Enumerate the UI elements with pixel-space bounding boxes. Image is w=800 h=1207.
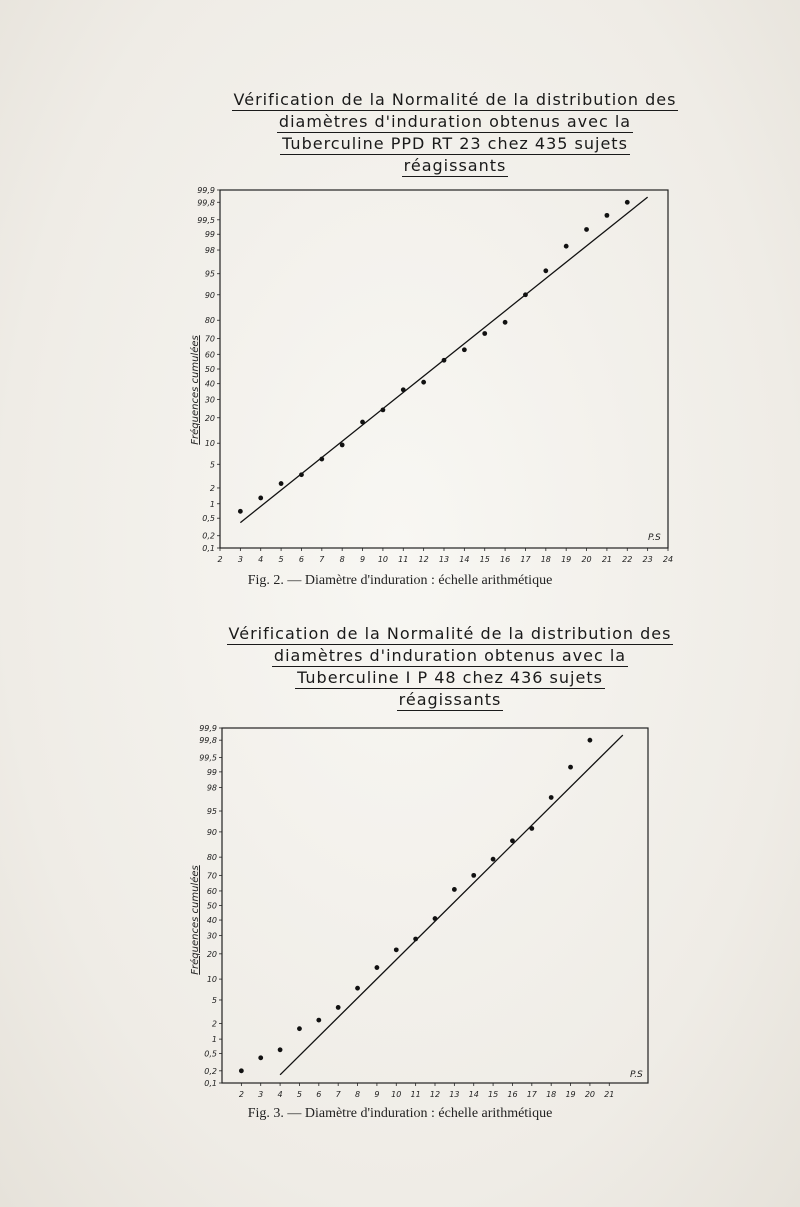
x-tick-label: 16 bbox=[499, 555, 511, 564]
y-tick-label: 70 bbox=[206, 871, 217, 881]
data-point bbox=[258, 1055, 263, 1060]
y-tick-label: 99,5 bbox=[197, 215, 215, 225]
y-tick-label: 80 bbox=[206, 853, 217, 863]
x-tick-label: 3 bbox=[237, 555, 243, 564]
x-tick-label: 9 bbox=[374, 1090, 380, 1099]
y-tick-label: 99 bbox=[206, 767, 217, 777]
data-point bbox=[375, 965, 380, 970]
data-point bbox=[529, 826, 534, 831]
figure-3-title-line-1: Vérification de la Normalité de la distribution des bbox=[228, 624, 672, 643]
data-point bbox=[471, 873, 476, 878]
y-tick-label: 0,2 bbox=[202, 531, 215, 541]
y-tick-label: 5 bbox=[209, 460, 215, 470]
y-tick-label: 0,2 bbox=[204, 1066, 217, 1076]
y-tick-label: 2 bbox=[211, 1019, 217, 1029]
data-point bbox=[355, 986, 360, 991]
y-tick-label: 95 bbox=[204, 269, 215, 279]
data-point bbox=[336, 1005, 341, 1010]
data-point bbox=[278, 1047, 283, 1052]
x-tick-label: 17 bbox=[526, 1090, 537, 1099]
y-tick-label: 0,5 bbox=[202, 514, 215, 524]
x-tick-label: 18 bbox=[546, 1090, 557, 1099]
y-tick-label: 90 bbox=[206, 827, 217, 837]
x-tick-label: 12 bbox=[429, 1090, 441, 1099]
x-tick-label: 15 bbox=[479, 555, 490, 564]
y-tick-label: 20 bbox=[204, 413, 215, 423]
y-tick-label: 50 bbox=[206, 901, 217, 911]
y-tick-label: 0,1 bbox=[204, 1079, 217, 1088]
y-tick-label: 99,8 bbox=[197, 198, 215, 208]
x-tick-label: 5 bbox=[296, 1090, 303, 1099]
y-tick-label: 99,8 bbox=[199, 736, 217, 746]
x-tick-label: 2 bbox=[217, 555, 223, 564]
figure-2-title-line-4: réagissants bbox=[403, 156, 507, 175]
plot-frame bbox=[222, 728, 648, 1083]
x-tick-label: 2 bbox=[238, 1090, 244, 1099]
x-tick-label: 16 bbox=[507, 1090, 518, 1099]
data-point bbox=[568, 765, 573, 770]
y-tick-label: 90 bbox=[204, 290, 215, 300]
figure-2-title-line-3: Tuberculine PPD RT 23 chez 435 sujets bbox=[282, 134, 628, 153]
y-tick-label: 1 bbox=[211, 1035, 217, 1045]
x-tick-label: 7 bbox=[335, 1090, 341, 1099]
data-point bbox=[588, 738, 593, 743]
data-point bbox=[316, 1018, 321, 1023]
x-tick-label: 13 bbox=[449, 1090, 460, 1099]
x-tick-label: 21 bbox=[601, 555, 613, 564]
y-tick-label: 30 bbox=[206, 931, 217, 941]
y-axis-label: Fréquences cumulées bbox=[190, 335, 201, 445]
x-tick-label: 20 bbox=[581, 555, 592, 564]
x-tick-label: 10 bbox=[391, 1090, 402, 1099]
y-tick-label: 2 bbox=[209, 483, 215, 493]
x-tick-label: 22 bbox=[622, 555, 633, 564]
y-tick-label: 60 bbox=[204, 350, 215, 360]
x-tick-label: 7 bbox=[319, 555, 325, 564]
x-tick-label: 20 bbox=[584, 1090, 596, 1099]
x-tick-label: 5 bbox=[278, 555, 284, 564]
figure-3-title-line-3: Tuberculine I P 48 chez 436 sujets bbox=[297, 668, 603, 687]
x-tick-label: 17 bbox=[520, 555, 531, 564]
y-axis-label: Fréquences cumulées bbox=[190, 865, 201, 975]
x-tick-label: 3 bbox=[258, 1090, 264, 1099]
figure-3-title-line-4: réagissants bbox=[398, 690, 502, 709]
y-tick-label: 0,1 bbox=[202, 544, 215, 553]
y-tick-label: 1 bbox=[209, 499, 215, 509]
x-tick-label: 13 bbox=[438, 555, 450, 564]
figure-2-title-line-1: Vérification de la Normalité de la distribution des bbox=[233, 90, 677, 109]
figure-3-title-line-2: diamètres d'induration obtenus avec la bbox=[273, 646, 627, 665]
x-tick-label: 19 bbox=[565, 1090, 576, 1099]
data-point bbox=[297, 1026, 302, 1031]
data-point bbox=[413, 937, 418, 942]
x-tick-label: 11 bbox=[410, 1090, 421, 1099]
y-tick-label: 0,5 bbox=[204, 1049, 217, 1059]
x-tick-label: 9 bbox=[359, 555, 366, 564]
x-tick-label: 12 bbox=[418, 555, 429, 564]
y-tick-label: 80 bbox=[204, 316, 215, 326]
ps-annotation: P.S bbox=[630, 1070, 643, 1080]
x-tick-label: 4 bbox=[277, 1090, 283, 1099]
data-point bbox=[491, 857, 496, 862]
figure-2-caption: Fig. 2. — Diamètre d'induration : échelle arithmétique bbox=[247, 573, 553, 588]
data-point bbox=[510, 838, 515, 843]
y-tick-label: 99 bbox=[204, 230, 215, 240]
data-point bbox=[239, 1068, 244, 1073]
y-tick-label: 95 bbox=[206, 807, 217, 817]
x-tick-label: 19 bbox=[561, 555, 572, 564]
y-tick-label: 10 bbox=[204, 439, 215, 449]
y-tick-label: 40 bbox=[204, 379, 215, 389]
x-tick-label: 11 bbox=[398, 555, 409, 564]
y-tick-label: 30 bbox=[204, 395, 215, 405]
x-tick-label: 24 bbox=[662, 555, 674, 564]
data-point bbox=[452, 887, 457, 892]
x-tick-label: 8 bbox=[339, 555, 345, 564]
x-tick-label: 15 bbox=[487, 1090, 499, 1099]
x-tick-label: 14 bbox=[459, 555, 470, 564]
data-point bbox=[394, 947, 399, 952]
data-point bbox=[549, 795, 554, 800]
figure-2-title-line-2: diamètres d'induration obtenus avec la bbox=[278, 112, 632, 131]
ps-annotation: P.S bbox=[648, 533, 661, 543]
y-tick-label: 40 bbox=[206, 916, 217, 926]
y-tick-label: 98 bbox=[206, 783, 217, 793]
x-tick-label: 21 bbox=[604, 1090, 615, 1099]
x-tick-label: 18 bbox=[540, 555, 551, 564]
x-tick-label: 10 bbox=[377, 555, 389, 564]
x-tick-label: 14 bbox=[468, 1090, 479, 1099]
x-tick-label: 23 bbox=[642, 555, 653, 564]
x-tick-label: 8 bbox=[354, 1090, 361, 1099]
fit-line bbox=[280, 735, 623, 1075]
y-tick-label: 10 bbox=[206, 975, 217, 985]
y-tick-label: 99,5 bbox=[199, 753, 217, 763]
y-tick-label: 99,9 bbox=[199, 724, 217, 733]
y-tick-label: 98 bbox=[204, 246, 215, 256]
data-point bbox=[433, 916, 438, 921]
x-tick-label: 6 bbox=[316, 1090, 322, 1099]
y-tick-label: 5 bbox=[211, 995, 217, 1005]
y-tick-label: 99,9 bbox=[197, 186, 215, 195]
x-tick-label: 6 bbox=[298, 555, 305, 564]
y-tick-label: 20 bbox=[206, 949, 217, 959]
x-tick-label: 4 bbox=[258, 555, 264, 564]
y-tick-label: 50 bbox=[204, 365, 215, 374]
y-tick-label: 60 bbox=[206, 886, 217, 896]
y-tick-label: 70 bbox=[204, 334, 215, 344]
figure-3-caption: Fig. 3. — Diamètre d'induration : échelle arithmétique bbox=[247, 1106, 553, 1121]
